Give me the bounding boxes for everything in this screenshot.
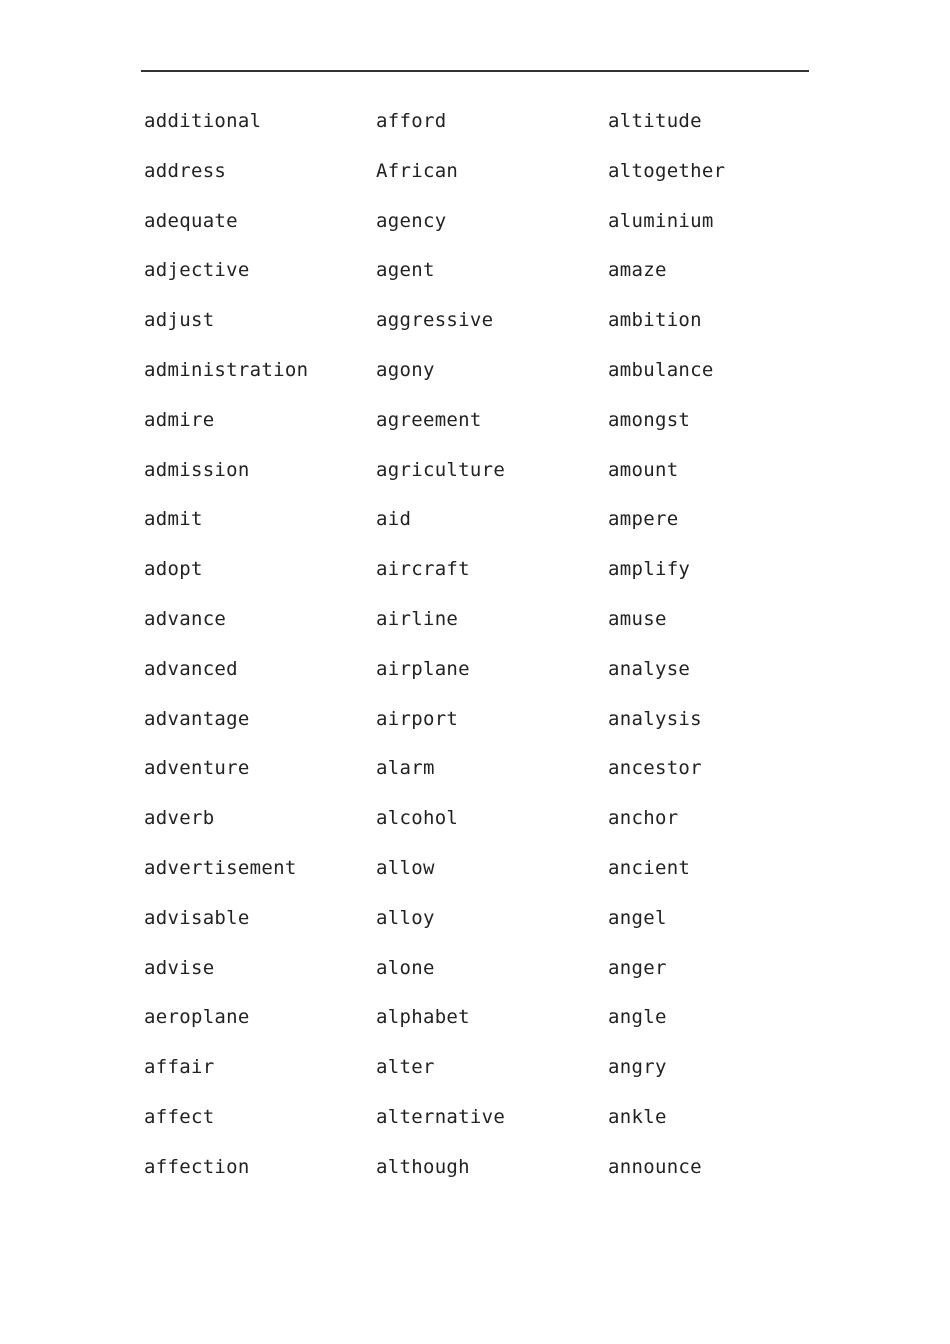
word-entry: alloy [376, 906, 435, 929]
word-entry: airport [376, 707, 459, 730]
word-entry: alcohol [376, 807, 459, 830]
word-column-3 [608, 108, 840, 1204]
word-entry: adequate [144, 209, 238, 232]
word-entry: amount [608, 458, 679, 481]
word-entry: ancient [608, 856, 691, 879]
word-entry: analyse [608, 657, 691, 680]
word-entry: adverb [144, 807, 215, 830]
word-entry: ambulance [608, 358, 714, 381]
word-entry: amplify [608, 558, 691, 581]
word-entry: alternative [376, 1105, 506, 1128]
word-entry: analysis [608, 707, 702, 730]
word-entry: advisable [144, 906, 250, 929]
word-entry: agreement [376, 408, 482, 431]
word-entry: aluminium [608, 209, 714, 232]
word-entry: aid [376, 508, 412, 531]
word-entry: amaze [608, 259, 667, 282]
word-entry: adjective [144, 259, 250, 282]
word-entry: airline [376, 607, 459, 630]
word-entry: address [144, 159, 227, 182]
word-entry: advise [144, 956, 215, 979]
word-entry: affection [144, 1155, 250, 1178]
word-column-1 [144, 108, 376, 1204]
word-list [144, 108, 844, 1208]
word-entry: ancestor [608, 757, 702, 780]
word-entry: adjust [144, 309, 215, 332]
word-entry: afford [376, 110, 447, 132]
word-entry: ambition [608, 309, 702, 332]
word-entry: ankle [608, 1105, 667, 1128]
word-entry: agony [376, 358, 435, 381]
word-entry: altitude [608, 110, 702, 132]
word-entry: airplane [376, 657, 470, 680]
word-entry: admit [144, 508, 203, 531]
word-entry: allow [376, 856, 435, 879]
word-entry: advanced [144, 657, 238, 680]
word-entry: admire [144, 408, 215, 431]
word-entry: anger [608, 956, 667, 979]
word-entry: adventure [144, 757, 250, 780]
word-entry: aircraft [376, 558, 470, 581]
word-entry: African [376, 159, 459, 182]
word-entry: agriculture [376, 458, 506, 481]
header-rule [141, 70, 809, 72]
word-entry: admission [144, 458, 250, 481]
word-entry: aggressive [376, 309, 494, 332]
word-entry: advertisement [144, 856, 297, 879]
word-entry: aeroplane [144, 1006, 250, 1029]
word-entry: affect [144, 1105, 215, 1128]
word-entry: although [376, 1155, 470, 1178]
word-entry: alter [376, 1056, 435, 1079]
word-entry: advantage [144, 707, 250, 730]
word-entry: announce [608, 1155, 702, 1178]
word-entry: agent [376, 259, 435, 282]
word-entry: altogether [608, 159, 726, 182]
word-entry: amongst [608, 408, 691, 431]
word-entry: angle [608, 1006, 667, 1029]
word-entry: angel [608, 906, 667, 929]
word-column-2 [376, 108, 608, 1204]
word-entry: ampere [608, 508, 679, 531]
word-entry: additional [144, 110, 262, 132]
word-entry: alone [376, 956, 435, 979]
word-entry: amuse [608, 607, 667, 630]
word-entry: affair [144, 1056, 215, 1079]
word-entry: anchor [608, 807, 679, 830]
word-entry: adopt [144, 558, 203, 581]
word-entry: advance [144, 607, 227, 630]
word-entry: alphabet [376, 1006, 470, 1029]
word-entry: agency [376, 209, 447, 232]
word-entry: administration [144, 358, 309, 381]
word-entry: angry [608, 1056, 667, 1079]
word-entry: alarm [376, 757, 435, 780]
